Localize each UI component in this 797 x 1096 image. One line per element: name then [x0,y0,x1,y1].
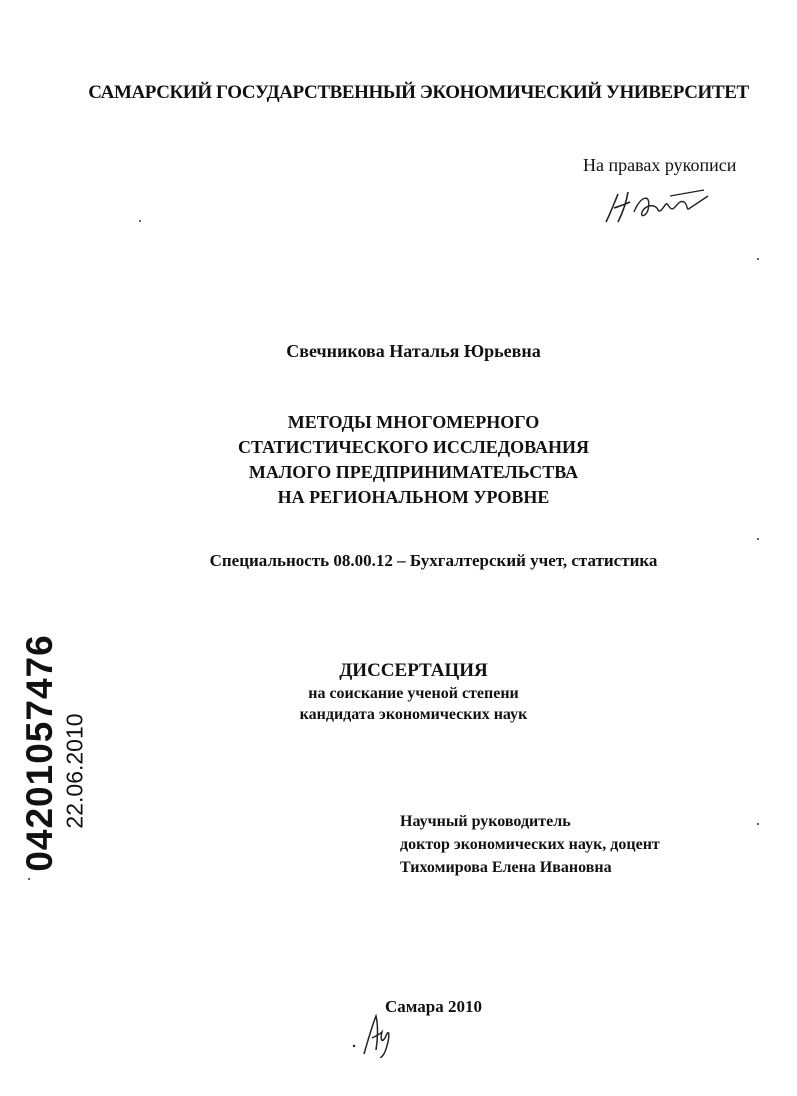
title-line: СТАТИСТИЧЕСКОГО ИССЛЕДОВАНИЯ [237,437,590,457]
degree-line: на соискание ученой степени [308,685,519,702]
city-year: Самара 2010 [385,997,482,1016]
author-name: Свечникова Наталья Юрьевна [286,341,541,361]
title-line: МЕТОДЫ МНОГОМЕРНОГО [287,412,540,432]
scan-speck [28,878,30,880]
document-type: ДИССЕРТАЦИЯ [339,660,488,681]
scan-speck [757,538,759,540]
specialty: Специальность 08.00.12 – Бухгалтерский учет, статистика [209,551,658,570]
stamp-number: 04201057476 [19,634,60,872]
author-signature [600,182,710,228]
scan-speck [757,258,759,260]
supervisor-degree: доктор экономических наук, доцент [400,836,660,853]
rights-note: На правах рукописи [583,155,737,175]
dissertation-title [0,410,797,510]
scan-speck [139,220,141,222]
stamp-date: 22.06.2010 [61,713,88,829]
scan-speck [757,823,759,825]
title-line: МАЛОГО ПРЕДПРИНИМАТЕЛЬСТВА [248,462,579,482]
supervisor-role: Научный руководитель [400,813,571,830]
title-line: НА РЕГИОНАЛЬНОМ УРОВНЕ [277,487,550,507]
degree-line: кандидата экономических наук [299,706,528,723]
supervisor-block [400,810,660,879]
university-name: САМАРСКИЙ ГОСУДАРСТВЕННЫЙ ЭКОНОМИЧЕСКИЙ УНИВЕРСИТЕТ [88,82,749,103]
supervisor-name: Тихомирова Елена Ивановна [400,859,612,876]
initials-signature [350,1010,400,1058]
